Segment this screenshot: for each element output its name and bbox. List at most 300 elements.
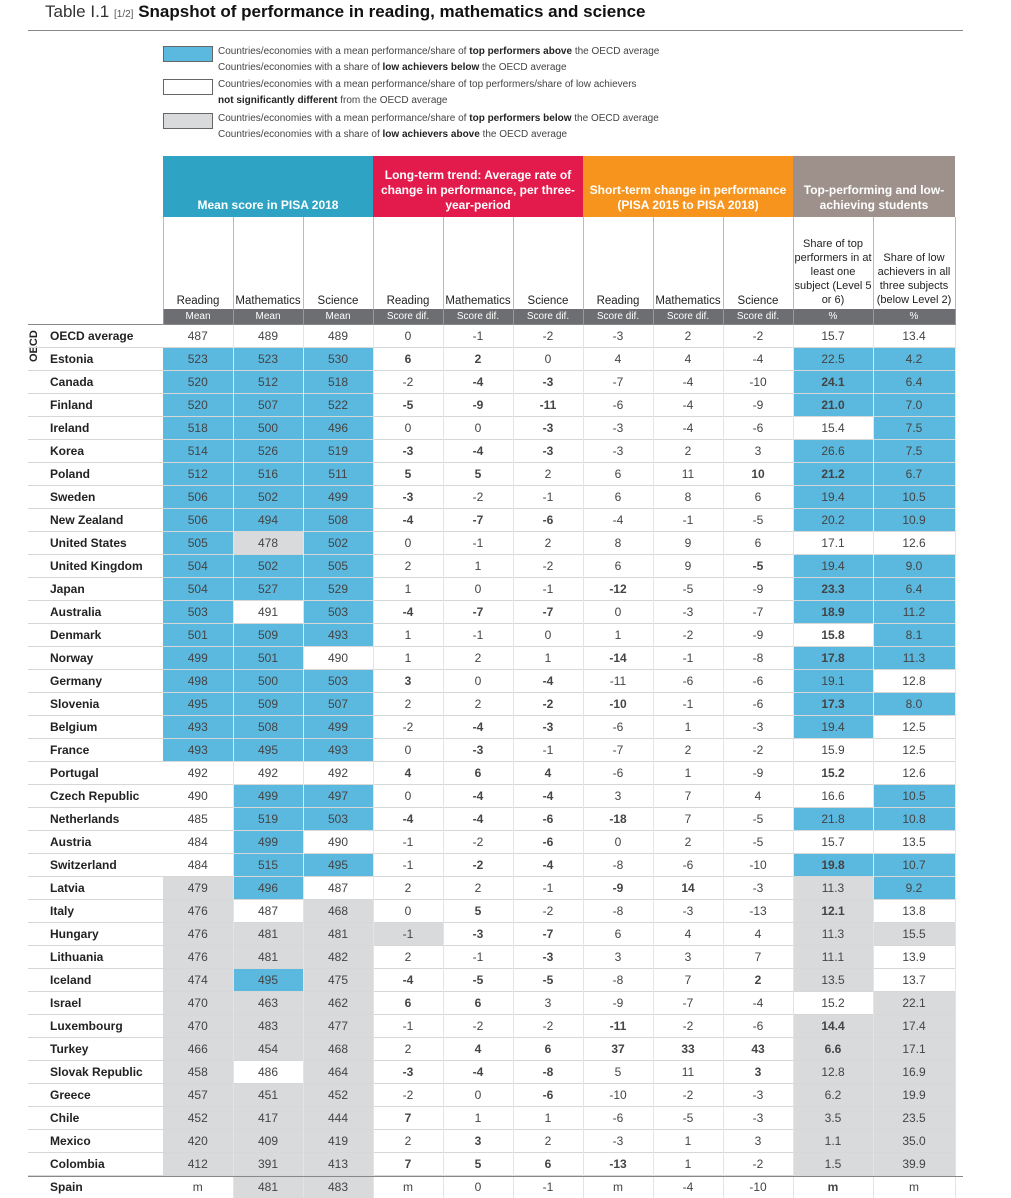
table-cell: 3: [583, 946, 653, 969]
table-cell: 1: [583, 624, 653, 647]
table-cell: 487: [233, 900, 303, 923]
table-cell: 496: [303, 417, 373, 440]
table-cell: -4: [723, 348, 793, 371]
table-cell: 3: [723, 1061, 793, 1084]
table-cell: -1: [443, 624, 513, 647]
country-name: Spain: [28, 1176, 163, 1198]
table-cell: -4: [373, 808, 443, 831]
title-rule: [28, 30, 963, 31]
table-cell: 506: [163, 509, 233, 532]
table-cell: 10.9: [873, 509, 955, 532]
table-cell: 5: [373, 463, 443, 486]
table-cell: 501: [233, 647, 303, 670]
table-cell: 5: [443, 900, 513, 923]
table-cell: 9: [653, 532, 723, 555]
table-cell: 6: [513, 1038, 583, 1061]
country-name: France: [28, 739, 163, 762]
unit-label: Score dif.: [583, 309, 653, 325]
table-row: [28, 854, 955, 877]
table-cell: 476: [163, 900, 233, 923]
table-cell: -1: [373, 831, 443, 854]
table-cell: 481: [303, 923, 373, 946]
table-cell: 484: [163, 831, 233, 854]
table-cell: 518: [303, 371, 373, 394]
table-cell: -4: [443, 440, 513, 463]
table-cell: 500: [233, 417, 303, 440]
table-row: [28, 325, 955, 348]
table-cell: -3: [583, 1130, 653, 1153]
table-cell: 496: [233, 877, 303, 900]
table-cell: 6.4: [873, 371, 955, 394]
table-cell: 500: [233, 670, 303, 693]
table-cell: 7: [653, 808, 723, 831]
table-cell: -1: [653, 647, 723, 670]
table-cell: 13.9: [873, 946, 955, 969]
table-cell: 5: [443, 1153, 513, 1176]
table-cell: 493: [163, 716, 233, 739]
table-cell: -5: [723, 808, 793, 831]
table-cell: 19.4: [793, 486, 873, 509]
table-cell: 495: [163, 693, 233, 716]
table-cell: 1: [443, 1107, 513, 1130]
table-row: [28, 1176, 955, 1198]
table-cell: -6: [653, 854, 723, 877]
table-cell: m: [583, 1176, 653, 1198]
table-cell: -1: [513, 1176, 583, 1198]
table-cell: 491: [233, 601, 303, 624]
table-part: [1/2]: [114, 9, 133, 20]
table-cell: -8: [583, 969, 653, 992]
table-cell: -7: [723, 601, 793, 624]
table-cell: 522: [303, 394, 373, 417]
table-cell: 476: [163, 923, 233, 946]
table-row: [28, 739, 955, 762]
table-cell: 13.7: [873, 969, 955, 992]
table-cell: -6: [583, 394, 653, 417]
table-cell: -3: [443, 739, 513, 762]
table-cell: 458: [163, 1061, 233, 1084]
table-cell: 507: [233, 394, 303, 417]
table-cell: -3: [723, 1084, 793, 1107]
table-cell: 19.8: [793, 854, 873, 877]
table-cell: 493: [303, 739, 373, 762]
table-row: [28, 1153, 955, 1176]
table-cell: 417: [233, 1107, 303, 1130]
table-row: [28, 440, 955, 463]
table-cell: m: [873, 1176, 955, 1198]
table-cell: 0: [513, 348, 583, 371]
legend-text: Countries/economies with a mean performance/share of top performers above the OECD average Countries/economies with a share of low achievers below the OECD average: [218, 44, 659, 76]
table-cell: -7: [583, 371, 653, 394]
country-name: Colombia: [28, 1153, 163, 1176]
table-cell: 474: [163, 969, 233, 992]
table-cell: 526: [233, 440, 303, 463]
table-cell: 3: [513, 992, 583, 1015]
table-cell: 483: [303, 1176, 373, 1198]
country-name: Belgium: [28, 716, 163, 739]
table-cell: 2: [513, 532, 583, 555]
table-cell: -1: [513, 877, 583, 900]
table-cell: 21.0: [793, 394, 873, 417]
unit-label: Score dif.: [373, 309, 443, 325]
table-cell: -3: [723, 877, 793, 900]
table-cell: 12.5: [873, 716, 955, 739]
table-cell: -14: [583, 647, 653, 670]
table-cell: 478: [233, 532, 303, 555]
table-cell: -7: [513, 601, 583, 624]
table-cell: 6: [583, 486, 653, 509]
table-cell: -9: [723, 624, 793, 647]
table-cell: 2: [443, 348, 513, 371]
table-cell: -13: [583, 1153, 653, 1176]
unit-label: Score dif.: [513, 309, 583, 325]
table-cell: -6: [723, 417, 793, 440]
table-cell: -9: [583, 877, 653, 900]
table-cell: -3: [653, 900, 723, 923]
unit-label: %: [793, 309, 873, 325]
table-row: [28, 670, 955, 693]
table-cell: 493: [163, 739, 233, 762]
country-name: Netherlands: [28, 808, 163, 831]
table-cell: 19.1: [793, 670, 873, 693]
table-row: [28, 1084, 955, 1107]
table-cell: -2: [443, 854, 513, 877]
country-name: New Zealand: [28, 509, 163, 532]
table-cell: -3: [513, 371, 583, 394]
table-cell: 3: [583, 785, 653, 808]
table-cell: 0: [443, 417, 513, 440]
table-cell: 13.4: [873, 325, 955, 348]
table-cell: 4: [373, 762, 443, 785]
table-cell: 503: [303, 808, 373, 831]
country-name: Canada: [28, 371, 163, 394]
table-cell: 514: [163, 440, 233, 463]
column-header: Share of top performers in at least one subject (Level 5 or 6): [793, 217, 873, 309]
table-cell: 481: [233, 946, 303, 969]
table-row: [28, 555, 955, 578]
table-cell: -6: [723, 1015, 793, 1038]
table-cell: 515: [233, 854, 303, 877]
table-cell: 11.3: [793, 923, 873, 946]
table-cell: 7: [373, 1107, 443, 1130]
legend-swatch: [163, 113, 213, 129]
table-cell: 3: [373, 670, 443, 693]
table-cell: 6.7: [873, 463, 955, 486]
table-cell: 15.8: [793, 624, 873, 647]
table-cell: -6: [513, 831, 583, 854]
table-cell: -4: [373, 969, 443, 992]
country-name: Turkey: [28, 1038, 163, 1061]
table-cell: 15.7: [793, 325, 873, 348]
table-cell: 495: [233, 739, 303, 762]
table-cell: 4: [443, 1038, 513, 1061]
table-row: [28, 923, 955, 946]
table-cell: -10: [583, 693, 653, 716]
table-cell: -4: [443, 1061, 513, 1084]
table-cell: 2: [653, 739, 723, 762]
table-cell: 454: [233, 1038, 303, 1061]
table-cell: 26.6: [793, 440, 873, 463]
table-cell: 2: [443, 647, 513, 670]
table-cell: 17.1: [793, 532, 873, 555]
table-cell: -4: [513, 670, 583, 693]
table-row: [28, 647, 955, 670]
table-cell: 476: [163, 946, 233, 969]
table-cell: 1: [373, 647, 443, 670]
table-cell: 0: [373, 739, 443, 762]
table-row: [28, 394, 955, 417]
table-cell: 468: [303, 1038, 373, 1061]
table-cell: 518: [163, 417, 233, 440]
table-cell: 0: [583, 601, 653, 624]
table-cell: -2: [373, 1084, 443, 1107]
column-header: Reading: [163, 217, 233, 309]
table-cell: 13.5: [793, 969, 873, 992]
table-row: [28, 532, 955, 555]
table-cell: -4: [513, 854, 583, 877]
table-cell: -1: [443, 946, 513, 969]
table-cell: 452: [163, 1107, 233, 1130]
table-cell: -4: [443, 785, 513, 808]
table-cell: -9: [723, 762, 793, 785]
table-cell: 39.9: [873, 1153, 955, 1176]
table-cell: -6: [653, 670, 723, 693]
table-cell: -4: [583, 509, 653, 532]
unit-label: Score dif.: [653, 309, 723, 325]
table-cell: -5: [373, 394, 443, 417]
table-cell: -11: [583, 1015, 653, 1038]
table-cell: -3: [513, 716, 583, 739]
table-cell: 1: [653, 1153, 723, 1176]
table-cell: -7: [443, 509, 513, 532]
table-row: [28, 417, 955, 440]
table-cell: 505: [303, 555, 373, 578]
table-cell: 484: [163, 854, 233, 877]
table-cell: 12.5: [873, 739, 955, 762]
table-cell: 485: [163, 808, 233, 831]
country-name: OECD average: [28, 325, 163, 348]
legend-text: Countries/economies with a mean performance/share of top performers/share of low achievers not significantly different from the OECD average: [218, 77, 637, 109]
table-cell: -10: [723, 854, 793, 877]
table-cell: 10.5: [873, 486, 955, 509]
column-header: Science: [723, 217, 793, 309]
table-cell: 520: [163, 394, 233, 417]
table-cell: 5: [583, 1061, 653, 1084]
table-cell: -2: [723, 325, 793, 348]
column-header: Reading: [583, 217, 653, 309]
table-cell: 10: [723, 463, 793, 486]
table-cell: -3: [583, 440, 653, 463]
table-cell: 0: [443, 1176, 513, 1198]
table-cell: -3: [513, 440, 583, 463]
table-cell: 499: [163, 647, 233, 670]
table-cell: 4: [653, 923, 723, 946]
table-cell: -4: [653, 394, 723, 417]
table-cell: 529: [303, 578, 373, 601]
table-cell: -3: [373, 440, 443, 463]
country-name: Japan: [28, 578, 163, 601]
table-cell: -1: [513, 739, 583, 762]
table-cell: 479: [163, 877, 233, 900]
table-cell: 468: [303, 900, 373, 923]
table-cell: 419: [303, 1130, 373, 1153]
table-cell: 15.2: [793, 992, 873, 1015]
table-cell: -8: [723, 647, 793, 670]
country-name: Austria: [28, 831, 163, 854]
column-subheaders: [28, 217, 955, 309]
table-cell: 21.8: [793, 808, 873, 831]
table-cell: 505: [163, 532, 233, 555]
country-name: Latvia: [28, 877, 163, 900]
table-cell: 487: [163, 325, 233, 348]
table-cell: 2: [513, 1130, 583, 1153]
table-cell: 7: [723, 946, 793, 969]
table-cell: -4: [653, 371, 723, 394]
table-cell: -11: [583, 670, 653, 693]
table-cell: -2: [443, 1015, 513, 1038]
table-body: [28, 325, 955, 1198]
table-cell: 499: [303, 486, 373, 509]
country-name: Israel: [28, 992, 163, 1015]
legend-swatch: [163, 46, 213, 62]
table-cell: -7: [583, 739, 653, 762]
table-cell: 481: [233, 923, 303, 946]
table-cell: 1: [373, 624, 443, 647]
table-cell: 15.5: [873, 923, 955, 946]
table-row: [28, 1061, 955, 1084]
table-cell: -4: [653, 1176, 723, 1198]
table-cell: 1: [373, 578, 443, 601]
table-cell: -10: [723, 371, 793, 394]
table-cell: -4: [373, 601, 443, 624]
table-cell: 3: [723, 1130, 793, 1153]
table-cell: -6: [583, 716, 653, 739]
table-cell: 7.5: [873, 417, 955, 440]
unit-row: [28, 309, 955, 325]
country-name: Hungary: [28, 923, 163, 946]
table-cell: 487: [303, 877, 373, 900]
table-cell: 4: [513, 762, 583, 785]
table-cell: 4: [583, 348, 653, 371]
table-cell: -2: [513, 555, 583, 578]
table-cell: 12.6: [873, 762, 955, 785]
table-cell: 508: [233, 716, 303, 739]
table-cell: 493: [303, 624, 373, 647]
table-cell: 499: [303, 716, 373, 739]
table-cell: 10.7: [873, 854, 955, 877]
table-cell: 492: [163, 762, 233, 785]
table-cell: 8: [653, 486, 723, 509]
table-cell: -3: [513, 946, 583, 969]
table-row: [28, 624, 955, 647]
table-cell: 11.1: [793, 946, 873, 969]
bottom-rule: [28, 1176, 963, 1177]
table-cell: 451: [233, 1084, 303, 1107]
table-cell: -6: [583, 762, 653, 785]
table-cell: -8: [583, 854, 653, 877]
table-cell: -1: [443, 325, 513, 348]
table-cell: -5: [723, 509, 793, 532]
table-cell: 413: [303, 1153, 373, 1176]
table-cell: -2: [513, 900, 583, 923]
table-cell: 17.8: [793, 647, 873, 670]
table-cell: 495: [303, 854, 373, 877]
table-cell: 15.2: [793, 762, 873, 785]
column-header: Mathematics: [653, 217, 723, 309]
table-cell: 15.9: [793, 739, 873, 762]
table-cell: 12.1: [793, 900, 873, 923]
table-cell: 519: [303, 440, 373, 463]
table-row: [28, 463, 955, 486]
table-cell: -1: [653, 693, 723, 716]
table-cell: 494: [233, 509, 303, 532]
table-cell: 16.9: [873, 1061, 955, 1084]
table-cell: -2: [373, 716, 443, 739]
table-cell: 15.7: [793, 831, 873, 854]
table-cell: 17.4: [873, 1015, 955, 1038]
table-cell: -2: [723, 1153, 793, 1176]
table-cell: 14.4: [793, 1015, 873, 1038]
table-cell: -5: [513, 969, 583, 992]
table-row: [28, 900, 955, 923]
table-cell: 2: [513, 463, 583, 486]
table-cell: 11.3: [793, 877, 873, 900]
table-cell: 486: [233, 1061, 303, 1084]
table-cell: -3: [653, 601, 723, 624]
table-cell: 0: [443, 670, 513, 693]
table-cell: 519: [233, 808, 303, 831]
table-cell: 12.6: [873, 532, 955, 555]
unit-label: %: [873, 309, 955, 325]
table-cell: 20.2: [793, 509, 873, 532]
table-cell: -7: [513, 923, 583, 946]
table-cell: 391: [233, 1153, 303, 1176]
table-cell: 0: [373, 325, 443, 348]
table-cell: 2: [443, 877, 513, 900]
table-cell: 0: [443, 578, 513, 601]
table-cell: 11.3: [873, 647, 955, 670]
table-cell: 6: [583, 923, 653, 946]
table-row: [28, 693, 955, 716]
table-row: [28, 486, 955, 509]
table-cell: 2: [723, 969, 793, 992]
table-cell: 477: [303, 1015, 373, 1038]
table-cell: m: [793, 1176, 873, 1198]
table-cell: 527: [233, 578, 303, 601]
table-cell: -4: [443, 371, 513, 394]
country-name: Ireland: [28, 417, 163, 440]
table-cell: 498: [163, 670, 233, 693]
table-cell: -6: [513, 509, 583, 532]
table-row: [28, 578, 955, 601]
table-cell: -4: [723, 992, 793, 1015]
table-cell: 420: [163, 1130, 233, 1153]
table-cell: 0: [373, 417, 443, 440]
table-cell: -6: [583, 1107, 653, 1130]
table-cell: -7: [443, 601, 513, 624]
table-cell: 501: [163, 624, 233, 647]
table-row: [28, 992, 955, 1015]
unit-label: Mean: [303, 309, 373, 325]
table-cell: 6: [513, 1153, 583, 1176]
table-cell: -1: [373, 923, 443, 946]
table-cell: 19.4: [793, 555, 873, 578]
table-cell: -4: [443, 808, 513, 831]
table-cell: -3: [723, 1107, 793, 1130]
table-cell: 11: [653, 1061, 723, 1084]
table-cell: 444: [303, 1107, 373, 1130]
legend-text: Countries/economies with a mean performance/share of top performers below the OECD average Countries/economies with a share of low achievers above the OECD average: [218, 111, 659, 143]
